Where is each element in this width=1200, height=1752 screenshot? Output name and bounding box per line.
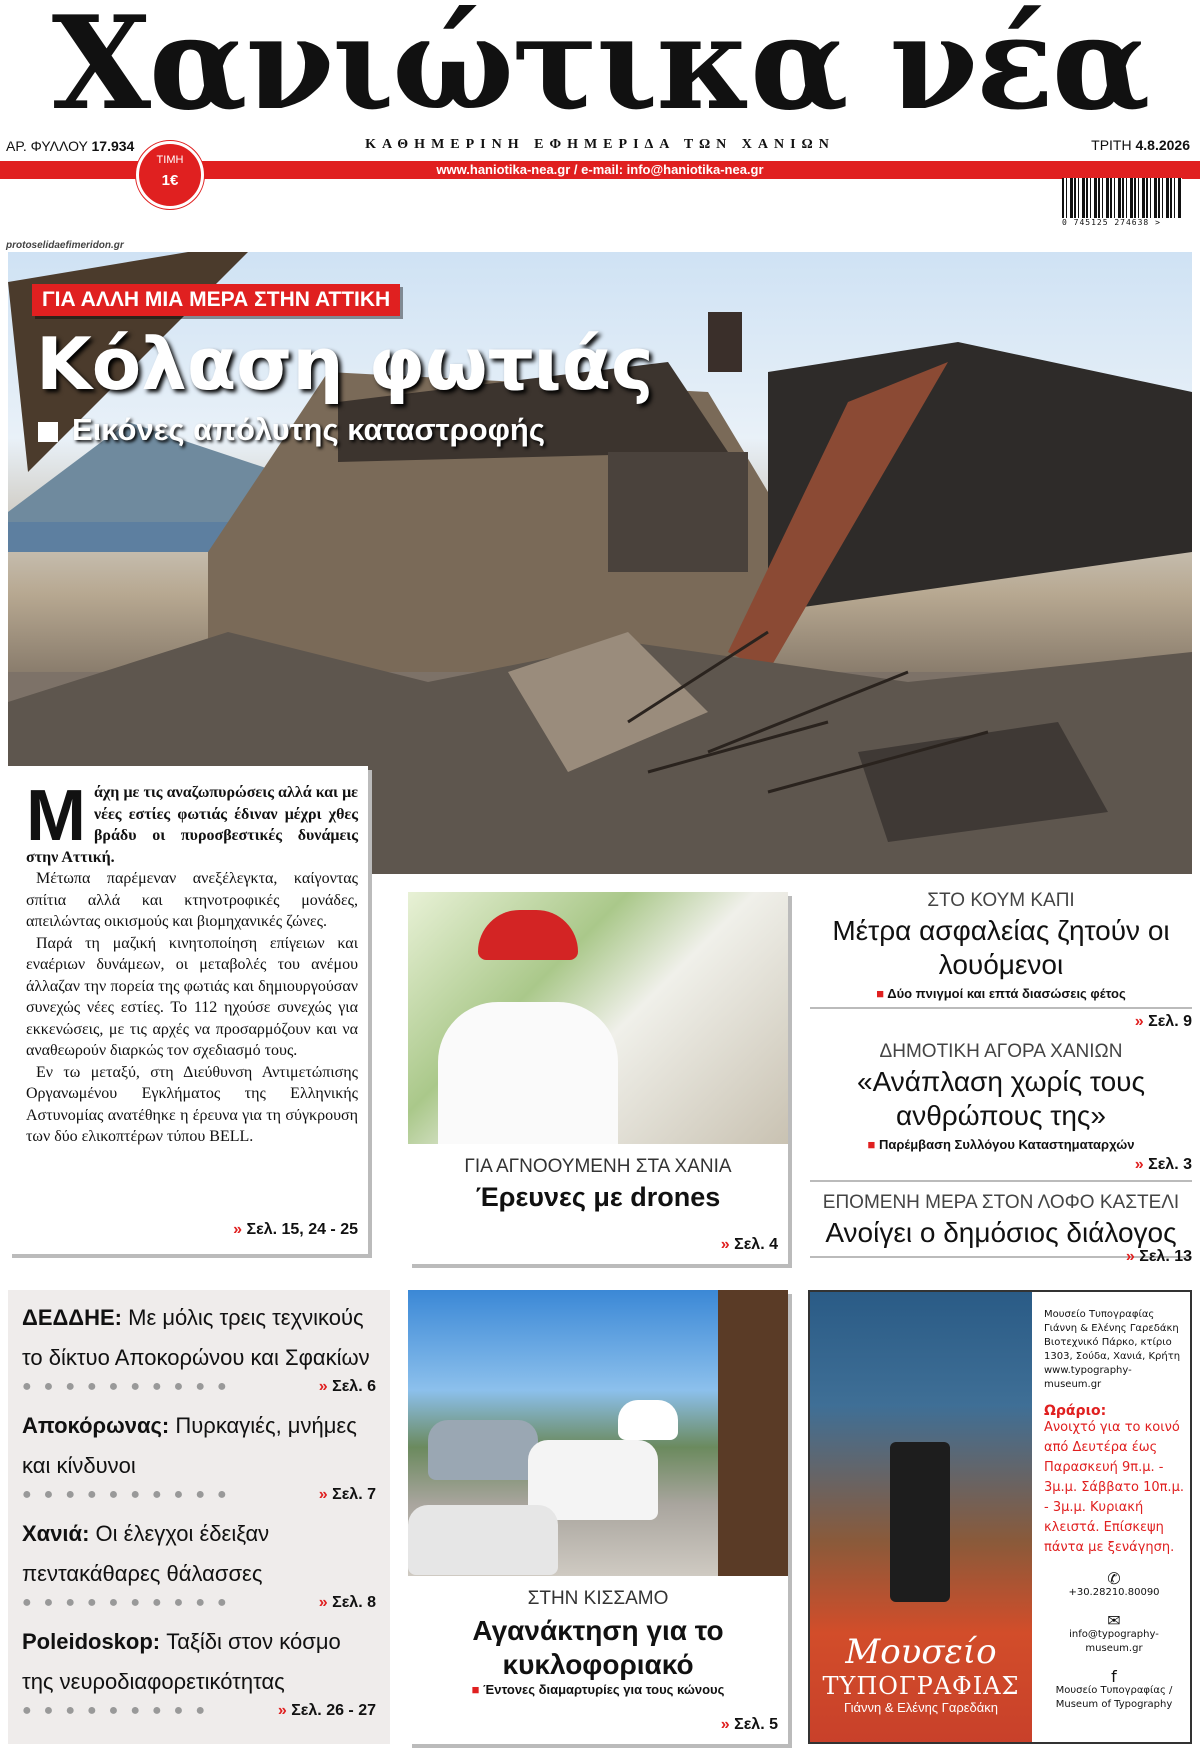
- lead-intro: άχη με τις αναζωπυρώσεις αλλά και με νέες εστίες φωτιάς έδιναν μέχρι χθες βράδυ οι πυροσβεστικές δυνάμεις στην Αττική.: [26, 784, 358, 866]
- brief-item[interactable]: Αποκόρωνας: Πυρκαγιές, μνήμες και κίνδυνοι: [22, 1413, 357, 1478]
- lead-paragraph: Εν τω μεταξύ, στη Διεύθυνση Αντιμετώπισης Οργανωμένου Εγκλήματος της Ελληνικής Αστυνομίας ανατέθηκε η έρευνα για τη σύγκρουση των δύο ελικοπτέρων τύπου BELL.: [26, 1063, 358, 1145]
- web-contact-line[interactable]: www.haniotika-nea.gr / e-mail: info@haniotika-nea.gr: [436, 162, 764, 177]
- car-shape: [408, 1505, 558, 1575]
- page-reference[interactable]: » Σελ. 26 - 27: [277, 1702, 376, 1719]
- story-title[interactable]: «Ανάπλαση χωρίς τους ανθρώπους της»: [857, 1066, 1145, 1131]
- opening-hours: Ανοιχτό για το κοινό από Δευτέρα έως Παρασκευή 9π.μ. - 3μ.μ. Σάββατο 10π.μ. - 3μ.μ. Κυριακή κλειστά. Επίσκεψη πάντα με ξενάγηση.: [1044, 1420, 1184, 1555]
- drones-photo: [408, 892, 788, 1144]
- car-shape: [618, 1400, 678, 1440]
- newspaper-title: Χανιώτικα νέα: [51, 0, 1149, 139]
- dot-leader: ●●●●●●●●●● » Σελ. 6: [22, 1378, 376, 1395]
- masthead: [0, 0, 1200, 154]
- tagline: ΚΑΘΗΜΕΡΙΝΗ ΕΦΗΜΕΡΙΔΑ ΤΩΝ ΧΑΝΙΩΝ: [365, 137, 835, 152]
- brief-item[interactable]: Χανιά: Οι έλεγχοι έδειξαν πεντακάθαρες θάλασσες: [22, 1521, 270, 1586]
- page-reference[interactable]: » Σελ. 7: [318, 1486, 376, 1503]
- museum-facebook[interactable]: Μουσείο Τυπογραφίας / Museum of Typography: [1055, 1685, 1173, 1710]
- facebook-icon: f: [1111, 1667, 1117, 1686]
- printing-press-shape: [890, 1442, 950, 1602]
- chevron-right-icon: »: [1134, 1156, 1149, 1173]
- hero-title[interactable]: Κόλαση φωτιάς: [36, 322, 654, 406]
- page-reference[interactable]: » Σελ. 15, 24 - 25: [233, 1220, 358, 1238]
- drop-cap: Μ: [26, 776, 86, 856]
- traffic-photo: [408, 1290, 788, 1576]
- chevron-right-icon: »: [318, 1486, 333, 1503]
- chevron-right-icon: »: [277, 1702, 292, 1719]
- page-reference[interactable]: » Σελ. 13: [1125, 1248, 1192, 1265]
- story-subtitle: ■ Έντονες διαμαρτυρίες για τους κώνους: [408, 1682, 788, 1697]
- museum-info: [1044, 1308, 1184, 1712]
- chevron-right-icon: »: [1134, 1013, 1149, 1030]
- story-title[interactable]: Αγανάκτηση για το κυκλοφοριακό: [472, 1615, 724, 1680]
- page-reference[interactable]: » Σελ. 8: [318, 1594, 376, 1611]
- phone-icon: ✆: [1107, 1569, 1121, 1588]
- chevron-right-icon: »: [318, 1378, 333, 1395]
- dot-leader: ●●●●●●●●●● » Σελ. 8: [22, 1594, 376, 1611]
- side-stories: [810, 890, 1192, 1266]
- mail-icon: ✉: [1107, 1611, 1121, 1630]
- dot-leader: ●●●●●●●●● » Σελ. 26 - 27: [22, 1702, 376, 1719]
- page-reference[interactable]: » Σελ. 6: [318, 1378, 376, 1395]
- kissamo-story[interactable]: [408, 1290, 788, 1744]
- issue-number: ΑΡ. ΦΥΛΛΟΥ 17.934: [6, 138, 135, 154]
- drones-story[interactable]: [408, 892, 788, 1264]
- page-reference[interactable]: » Σελ. 3: [1134, 1156, 1192, 1173]
- lead-article: [8, 766, 368, 1254]
- story-title[interactable]: Ανοίγει ο δημόσιος διάλογος: [825, 1217, 1177, 1248]
- chevron-right-icon: »: [318, 1594, 333, 1611]
- side-story[interactable]: [810, 1192, 1192, 1266]
- story-title[interactable]: Έρευνες με drones: [475, 1182, 721, 1212]
- museum-website[interactable]: www.typography-museum.gr: [1044, 1365, 1132, 1390]
- divider: [810, 1180, 1192, 1182]
- chevron-right-icon: »: [233, 1220, 243, 1238]
- page-reference[interactable]: » Σελ. 9: [1134, 1013, 1192, 1030]
- museum-logo: Μουσείο ΤΥΠΟΓΡΑΦΙΑΣ Γιάννη & Ελένης Γαρεδάκη: [822, 1632, 1020, 1715]
- hours-heading: Ωράριο:: [1044, 1403, 1107, 1419]
- story-subtitle: ■ Δύο πνιγμοί και επτά διασώσεις φέτος: [810, 986, 1192, 1001]
- issue-date: ΤΡΙΤΗ 4.8.2026: [1091, 137, 1190, 153]
- story-kicker: ΓΙΑ ΑΓΝΟΟΥΜΕΝΗ ΣΤΑ ΧΑΝΙΑ: [464, 1156, 732, 1177]
- red-cap-shape: [478, 910, 578, 960]
- tavern-wall: [718, 1290, 788, 1576]
- museum-email[interactable]: info@typography-museum.gr: [1069, 1629, 1159, 1654]
- shirt-shape: [438, 1002, 618, 1144]
- story-kicker: ΕΠΟΜΕΝΗ ΜΕΡΑ ΣΤΟΝ ΛΟΦΟ ΚΑΣΤΕΛΙ: [822, 1192, 1180, 1213]
- story-kicker: ΣΤΟ ΚΟΥΜ ΚΑΠΙ: [927, 890, 1075, 911]
- brief-item[interactable]: Poleidoskop: Ταξίδι στον κόσμο της νευροδιαφορετικότητας: [22, 1629, 341, 1694]
- side-story[interactable]: [810, 1041, 1192, 1182]
- page-reference[interactable]: » Σελ. 5: [720, 1716, 778, 1733]
- story-kicker: ΔΗΜΟΤΙΚΗ ΑΓΟΡΑ ΧΑΝΙΩΝ: [879, 1041, 1123, 1062]
- chevron-right-icon: »: [720, 1716, 730, 1733]
- museum-advertisement[interactable]: [808, 1290, 1192, 1744]
- divider: [810, 1007, 1192, 1009]
- page-reference[interactable]: » Σελ. 4: [720, 1236, 778, 1253]
- chevron-right-icon: »: [1125, 1248, 1140, 1265]
- hero-subtitle: Εικόνες απόλυτης καταστροφής: [38, 412, 545, 448]
- source-watermark: protoselidaefimeridon.gr: [6, 240, 124, 251]
- price-badge: ΤΙΜΗ 1€: [136, 141, 204, 209]
- story-title[interactable]: Μέτρα ασφαλείας ζητούν οι λουόμενοι: [832, 915, 1170, 980]
- side-story[interactable]: [810, 890, 1192, 1031]
- brief-item[interactable]: ΔΕΔΔΗΕ: Με μόλις τρεις τεχνικούς το δίκτυο Αποκορώνου και Σφακίων: [22, 1305, 370, 1370]
- hero-kicker: ΓΙΑ ΑΛΛΗ ΜΙΑ ΜΕΡΑ ΣΤΗΝ ΑΤΤΙΚΗ: [32, 284, 400, 316]
- dot-leader: ●●●●●●●●●● » Σελ. 7: [22, 1486, 376, 1503]
- chevron-right-icon: »: [720, 1236, 730, 1253]
- story-subtitle: ■ Παρέμβαση Συλλόγου Καταστηματαρχών: [810, 1137, 1192, 1152]
- barcode-number: 0 745125 274638 >: [1062, 218, 1161, 227]
- lead-paragraph: Μέτωπα παρέμεναν ανεξέλεγκτα, καίγοντας σπίτια αλλά και κτηνοτροφικές μονάδες, απειλώντας οικισμούς και βιομηχανικές ζώνες.: [26, 870, 358, 930]
- barcode-bars: [1062, 178, 1182, 218]
- barcode: [1062, 178, 1182, 230]
- museum-phone[interactable]: +30.28210.80090: [1068, 1587, 1160, 1598]
- lead-paragraph: Παρά τη μαζική κινητοποίηση επίγειων και εναέριων δυνάμεων, οι μεταβολές του ανέμου άλλαζαν την πορεία της φωτιάς και δημιουργούσαν συνεχώς νέες εστίες. Το 112 ηχούσε συνεχώς για εκκενώσεις, με τις αρχές να προσαρμόζουν και να αναθεωρούν διαρκώς τον σχεδιασμό τους.: [26, 934, 358, 1059]
- museum-address: Μουσείο Τυπογραφίας Γιάννη & Ελένης Γαρεδάκη Βιοτεχνικό Πάρκο, κτίριο 1303, Σούδα, Χανιά, Κρήτη: [1044, 1309, 1181, 1362]
- car-shape: [428, 1420, 538, 1480]
- story-kicker: ΣΤΗΝ ΚΙΣΣΑΜΟ: [527, 1588, 669, 1609]
- briefs-column: [8, 1290, 390, 1744]
